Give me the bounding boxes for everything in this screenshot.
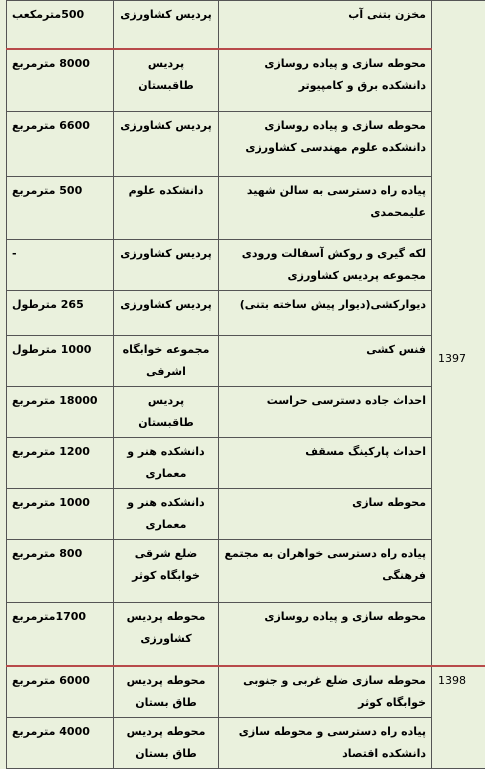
- project-title: پیاده راه دسترسی خواهران به مجتمع فرهنگی: [219, 540, 432, 603]
- project-location: پردیس طاقبستان: [114, 387, 219, 438]
- year-label: 1398: [438, 674, 466, 687]
- year-cell-1398: [432, 666, 485, 769]
- table-row: [7, 387, 485, 438]
- project-location: پردیس طاقبستان: [114, 49, 219, 112]
- year-cell-1397: [432, 1, 485, 666]
- project-amount: 1000 مترطول: [7, 336, 114, 387]
- project-location: دانشکده هنر و معماری: [114, 489, 219, 540]
- project-location: دانشکده هنر و معماری: [114, 438, 219, 489]
- project-title: پیاده راه دسترسی به سالن شهید علیمحمدی: [219, 177, 432, 240]
- project-location: محوطه پردیس طاق بستان: [114, 717, 219, 768]
- project-title: محوطه سازی: [219, 489, 432, 540]
- project-amount: 18000 مترمربع: [7, 387, 114, 438]
- table-row: [7, 489, 485, 540]
- project-amount: 6000 مترمربع: [7, 666, 114, 718]
- project-amount: 265 مترطول: [7, 291, 114, 336]
- project-location: ضلع شرقی خوابگاه کوثر: [114, 540, 219, 603]
- project-title: لکه گیری و روکش آسفالت ورودی مجموعه پردیس کشاورزی: [219, 240, 432, 291]
- table-row: [7, 112, 485, 177]
- project-location: پردیس کشاورزی: [114, 291, 219, 336]
- project-title: فنس کشی: [219, 336, 432, 387]
- table-row: [7, 540, 485, 603]
- project-amount: 1200 مترمربع: [7, 438, 114, 489]
- table-row: [7, 240, 485, 291]
- project-amount: 500 مترمربع: [7, 177, 114, 240]
- project-location: پردیس کشاورزی: [114, 240, 219, 291]
- project-amount: 1000 مترمربع: [7, 489, 114, 540]
- project-title: محوطه سازی و پیاده روسازی: [219, 603, 432, 666]
- project-location: دانشکده علوم: [114, 177, 219, 240]
- table-row: [7, 603, 485, 666]
- projects-table: [6, 0, 485, 769]
- table-row: [7, 438, 485, 489]
- project-title: محوطه سازی ضلع غربی و جنوبی خوابگاه کوثر: [219, 666, 432, 718]
- project-title: مخزن بتنی آب: [219, 1, 432, 49]
- project-amount: 8000 مترمربع: [7, 49, 114, 112]
- table-row: [7, 291, 485, 336]
- project-location: محوطه پردیس طاق بستان: [114, 666, 219, 718]
- project-amount: -: [7, 240, 114, 291]
- project-location: پردیس کشاورزی: [114, 112, 219, 177]
- project-title: احداث پارکینگ مسقف: [219, 438, 432, 489]
- project-location: مجموعه خوابگاه اشرفی: [114, 336, 219, 387]
- project-amount: 500مترمکعب: [7, 1, 114, 49]
- project-title: دیوارکشی(دیوار پیش ساخته بتنی): [219, 291, 432, 336]
- project-location: محوطه پردیس کشاورزی: [114, 603, 219, 666]
- project-amount: 1700مترمربع: [7, 603, 114, 666]
- project-title: احداث جاده دسترسی حراست: [219, 387, 432, 438]
- project-amount: 4000 مترمربع: [7, 717, 114, 768]
- project-amount: 800 مترمربع: [7, 540, 114, 603]
- year-label: 1397: [438, 352, 466, 365]
- project-location: پردیس کشاورزی: [114, 1, 219, 49]
- project-amount: 6600 مترمربع: [7, 112, 114, 177]
- project-title: محوطه سازی و پیاده روسازی دانشکده علوم مهندسی کشاورزی: [219, 112, 432, 177]
- table-row: [7, 666, 485, 718]
- table-row: [7, 49, 485, 112]
- project-title: پیاده راه دسترسی و محوطه سازی دانشکده اقتصاد: [219, 717, 432, 768]
- table-row: [7, 336, 485, 387]
- table-row: [7, 1, 485, 49]
- table-row: [7, 177, 485, 240]
- project-title: محوطه سازی و پیاده روسازی دانشکده برق و کامپیوتر: [219, 49, 432, 112]
